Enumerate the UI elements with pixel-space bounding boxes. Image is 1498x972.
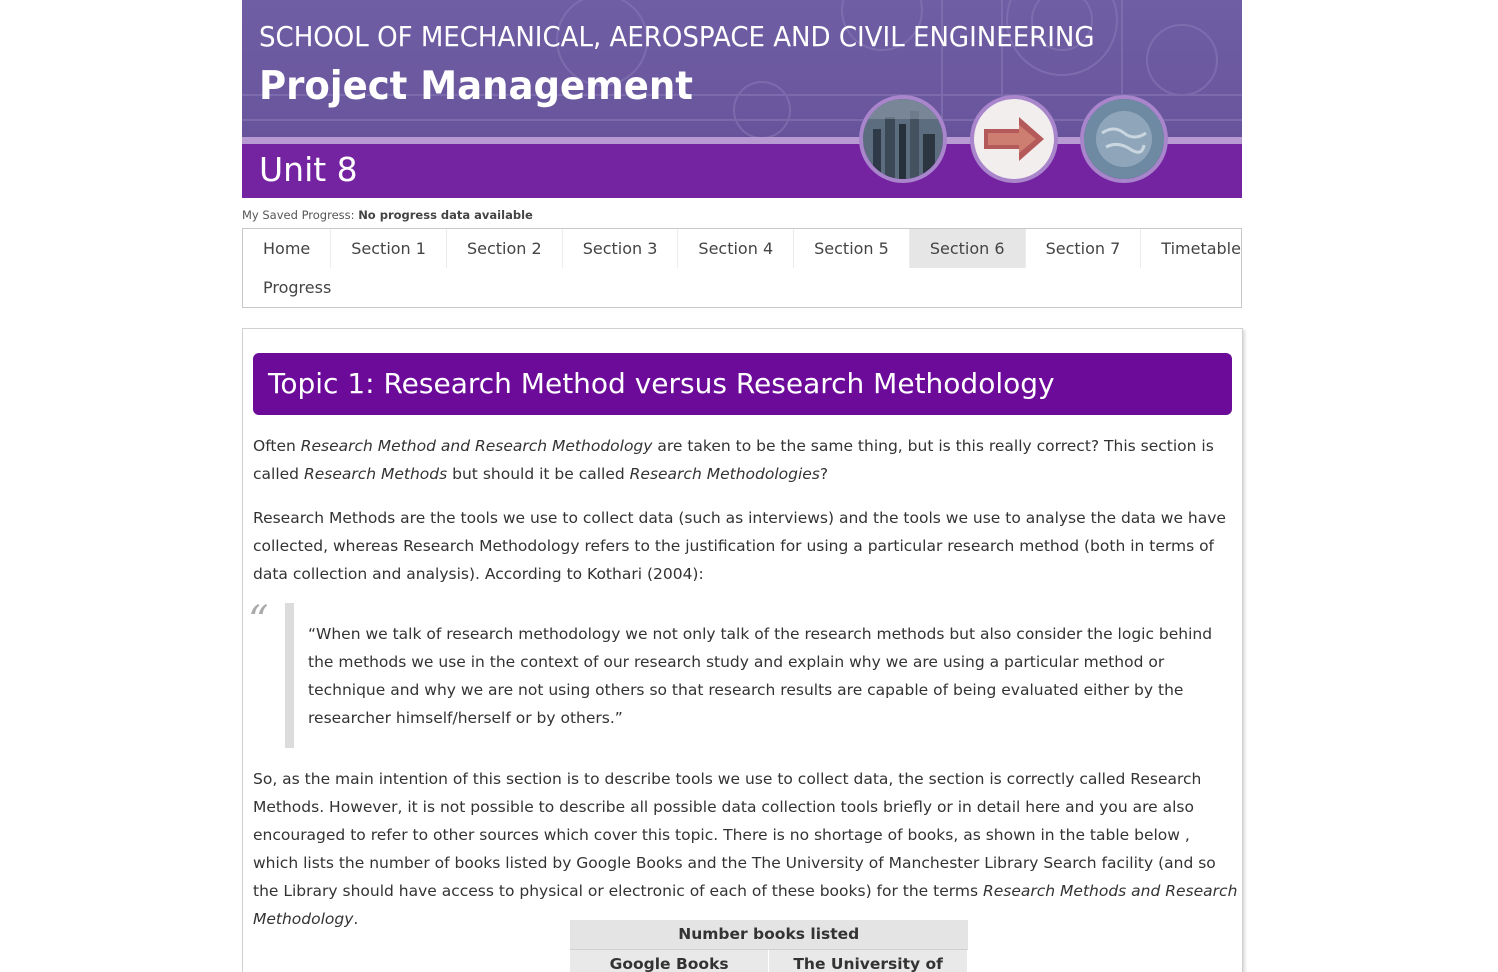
globe-image-icon	[1080, 95, 1168, 183]
blockquote-bar	[285, 603, 294, 748]
city-image-icon	[859, 95, 947, 183]
nav-item-section-3[interactable]: Section 3	[563, 229, 679, 268]
section-nav	[242, 228, 1242, 308]
topic-title: Topic 1: Research Method versus Research Methodology	[253, 353, 1232, 415]
books-table	[570, 920, 968, 972]
saved-progress-label: My Saved Progress:	[242, 208, 355, 222]
nav-item-section-1[interactable]: Section 1	[331, 229, 447, 268]
quote-icon: “	[248, 598, 269, 644]
nav-item-section-4[interactable]: Section 4	[678, 229, 794, 268]
kothari-quote: “When we talk of research methodology we not only talk of the research methods but also consider the logic behind the methods we use in the context of our research study and explain why we are using a particular method or technique and why we are not using others so that research results are capable of being evaluated either by the researcher himself/herself or by others.”	[308, 625, 1213, 727]
intro-paragraph: Often Research Method and Research Methodology are taken to be the same thing, but is this really correct? This section is called Research Methods but should it be called Research Methodologies?	[253, 437, 1214, 483]
definition-paragraph: Research Methods are the tools we use to collect data (such as interviews) and the tools we use to analyse the data we have collected, whereas Research Methodology refers to the justification for using a particular research method (both in terms of data collection and analysis). According to Kothari (2004):	[253, 509, 1226, 583]
nav-item-timetable[interactable]: Timetable	[1161, 239, 1241, 258]
nav-item-progress[interactable]: Progress	[263, 278, 332, 297]
saved-progress-value: No progress data available	[358, 208, 533, 222]
course-banner	[242, 0, 1242, 198]
nav-item-home[interactable]: Home	[243, 229, 331, 268]
nav-item-section-2[interactable]: Section 2	[447, 229, 563, 268]
nav-item-section-6[interactable]: Section 6	[910, 229, 1026, 268]
books-table-col-google: Google Books	[570, 949, 769, 972]
content-panel	[242, 328, 1243, 972]
nav-item-section-7[interactable]: Section 7	[1026, 229, 1142, 268]
books-table-header: Number books listed	[570, 920, 968, 949]
unit-title: Unit 8	[259, 150, 358, 189]
arrow-crowd-image-icon	[970, 95, 1058, 183]
books-table-col-university: The University of	[769, 949, 968, 972]
conclusion-paragraph: So, as the main intention of this section is to describe tools we use to collect data, the section is correctly called Research Methods. However, it is not possible to describe all possible data collection tools briefly or in detail here and you are also encouraged to refer to other sources which cover this topic. There is no shortage of books, as shown in the table below , which lists the number of books listed by Google Books and the The University of Manchester Library Search facility (and so the Library should have access to physical or electronic of each of these books) for the terms Research Methods and Research Methodology.	[253, 770, 1238, 928]
nav-item-section-5[interactable]: Section 5	[794, 229, 910, 268]
course-title: Project Management	[259, 64, 694, 109]
saved-progress	[242, 208, 533, 222]
school-title: SCHOOL OF MECHANICAL, AEROSPACE AND CIVIL ENGINEERING	[259, 20, 1095, 53]
